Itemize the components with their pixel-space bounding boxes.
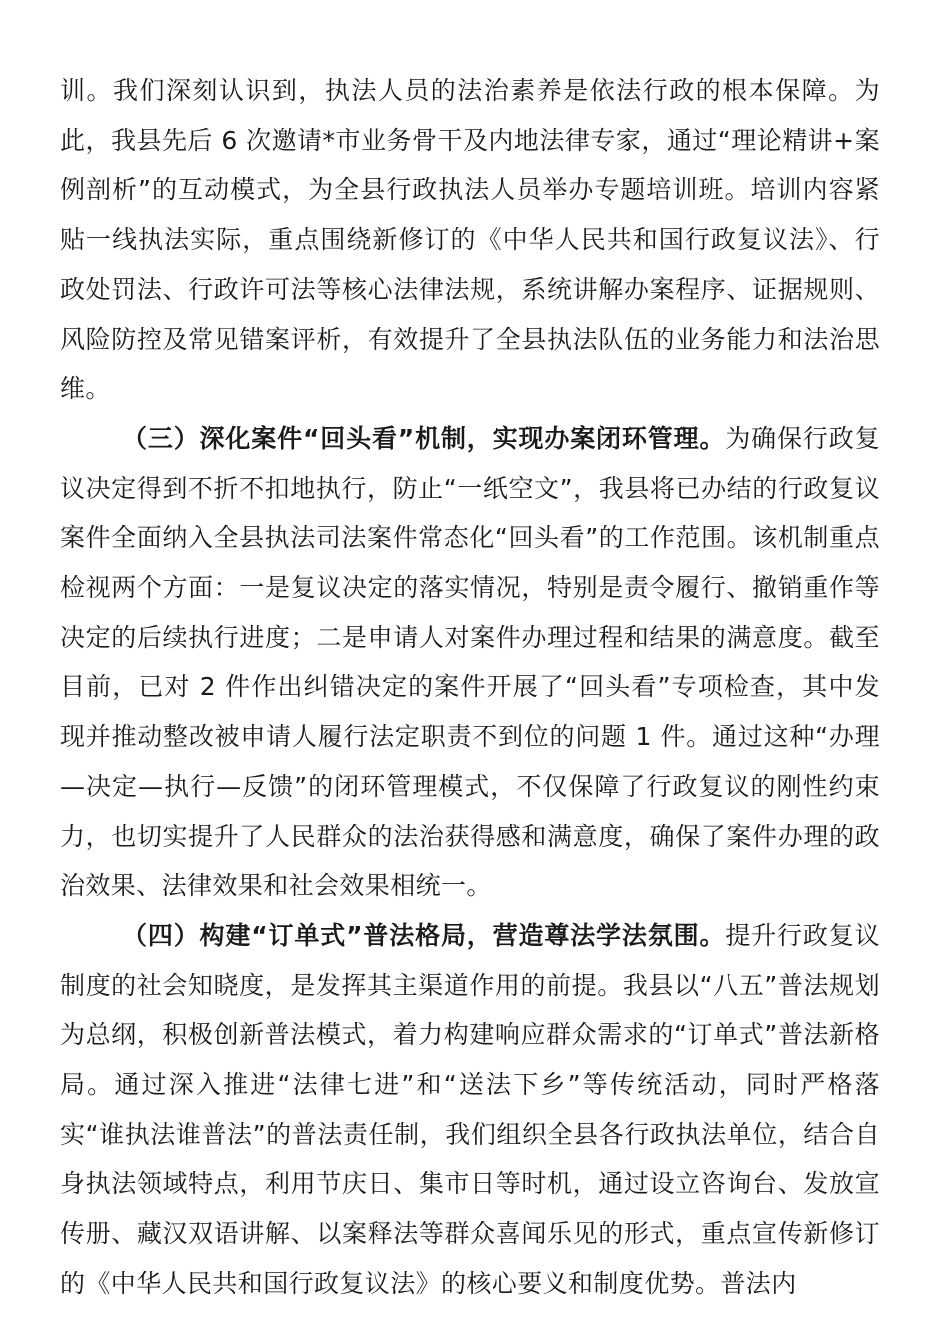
document-body xyxy=(60,66,880,1309)
paragraph-law-popularization-text: 提升行政复议制度的社会知晓度，是发挥其主渠道作用的前提。我县以“八五”普法规划为总纲，积极创新普法模式，着力构建响应群众需求的“订单式”普法新格局。通过深入推进“法律七进”和“送法下乡”等传统活动，同时严格落实“谁执法谁普法”的普法责任制，我们组织全县各行政执法单位，结合自身执法领域特点，利用节庆日、集市日等时机，通过设立咨询台、发放宣传册、藏汉双语讲解、以案释法等群众喜闻乐见的形式，重点宣传新修订的《中华人民共和国行政复议法》的核心要义和制度优势。普法内 xyxy=(60,920,880,1298)
paragraph-training-text: 训。我们深刻认识到，执法人员的法治素养是依法行政的根本保障。为此，我县先后 6 次邀请*市业务骨干及内地法律专家，通过“理论精讲+案例剖析”的互动模式，为全县行政执法人员举办专题培训班。培训内容紧贴一线执法实际，重点围绕新修订的《中华人民共和国行政复议法》、行政处罚法、行政许可法等核心法律法规，系统讲解办案程序、证据规则、风险防控及常见错案评析，有效提升了全县执法队伍的业务能力和法治思维。 xyxy=(60,76,880,404)
section-heading-law-popularization: （四）构建“订单式”普法格局，营造尊法学法氛围。 xyxy=(122,920,726,950)
paragraph-case-review xyxy=(60,414,880,911)
section-heading-case-review: （三）深化案件“回头看”机制，实现办案闭环管理。 xyxy=(122,423,726,453)
paragraph-training xyxy=(60,66,880,414)
paragraph-law-popularization xyxy=(60,911,880,1309)
paragraph-case-review-text: 为确保行政复议决定得到不折不扣地执行，防止“一纸空文”，我县将已办结的行政复议案件全面纳入全县执法司法案件常态化“回头看”的工作范围。该机制重点检视两个方面：一是复议决定的落实情况，特别是责令履行、撤销重作等决定的后续执行进度；二是申请人对案件办理过程和结果的满意度。截至目前，已对 2 件作出纠错决定的案件开展了“回头看”专项检查，其中发现并推动整改被申请人履行法定职责不到位的问题 1 件。通过这种“办理—决定—执行—反馈”的闭环管理模式，不仅保障了行政复议的刚性约束力，也切实提升了人民群众的法治获得感和满意度，确保了案件办理的政治效果、法律效果和社会效果相统一。 xyxy=(60,423,880,901)
